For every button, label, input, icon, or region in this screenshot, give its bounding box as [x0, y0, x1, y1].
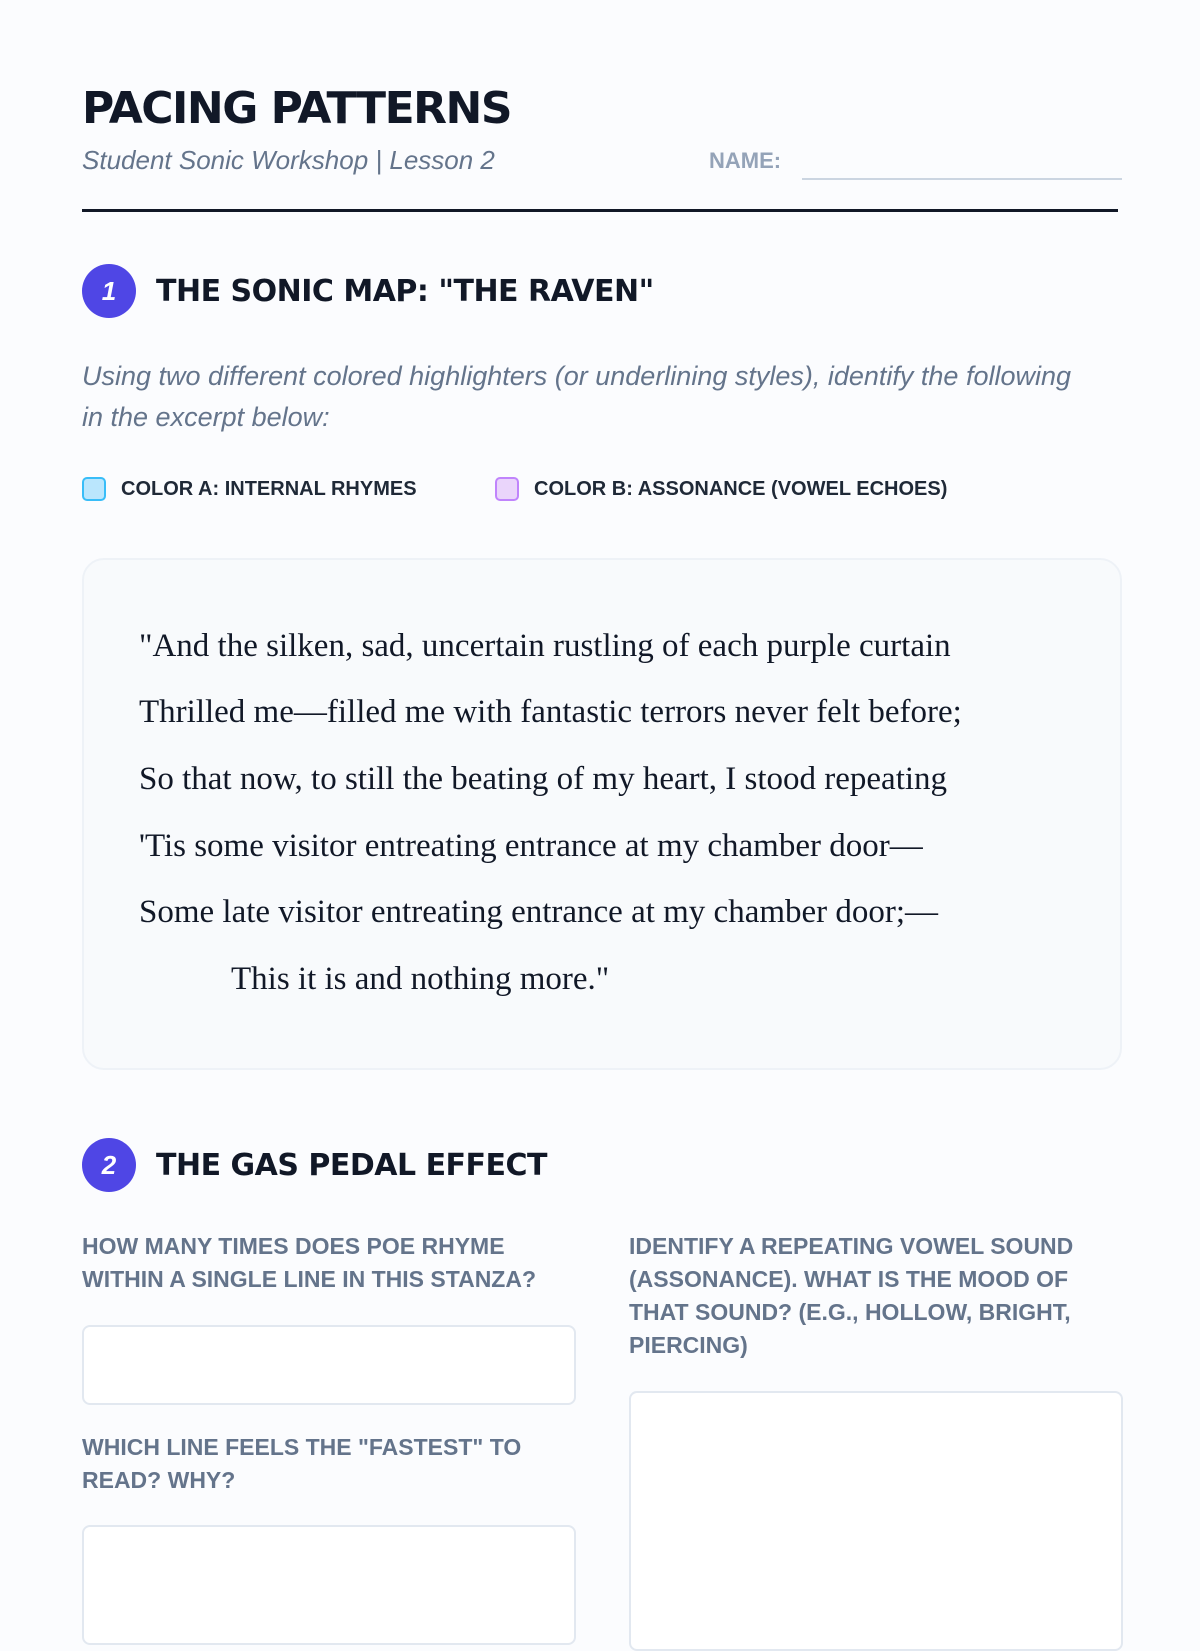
color-b-swatch	[495, 477, 519, 501]
poem-line: 'Tis some visitor entreating entrance at my chamber door—	[139, 828, 923, 864]
section-number-badge: 2	[82, 1138, 136, 1192]
poem-excerpt-box	[82, 558, 1122, 1070]
answer-box-rhyme-count[interactable]	[82, 1325, 576, 1405]
name-field-line[interactable]	[802, 178, 1122, 180]
page-subtitle: Student Sonic Workshop | Lesson 2	[82, 145, 495, 175]
section-title: THE GAS PEDAL EFFECT	[156, 1147, 548, 1183]
color-a-swatch	[82, 477, 106, 501]
page-title: PACING PATTERNS	[82, 83, 512, 134]
legend-item-color-b	[495, 477, 947, 501]
section-2-heading	[82, 1138, 547, 1192]
question-label-rhyme-count: HOW MANY TIMES DOES POE RHYME WITHIN A SINGLE LINE IN THIS STANZA?	[82, 1233, 537, 1292]
poem-line: Thrilled me—filled me with fantastic terrors never felt before;	[139, 694, 962, 730]
question-label-vowel-sound: IDENTIFY A REPEATING VOWEL SOUND (ASSONANCE). WHAT IS THE MOOD OF THAT SOUND? (E.G., HOLLOW, BRIGHT, PIERCING)	[629, 1233, 1074, 1358]
question-label-fastest-line: WHICH LINE FEELS THE "FASTEST" TO READ? WHY?	[82, 1434, 522, 1493]
poem-line: "And the silken, sad, uncertain rustling of each purple curtain	[139, 628, 951, 664]
answer-box-fastest-line[interactable]	[82, 1525, 576, 1645]
section-title: THE SONIC MAP: "THE RAVEN"	[156, 273, 654, 309]
section-1-heading	[82, 264, 654, 318]
instructions-text: Using two different colored highlighters (or underlining styles), identify the following in the excerpt below:	[82, 361, 1072, 432]
poem-line: So that now, to still the beating of my heart, I stood repeating	[139, 761, 948, 797]
poem-line: Some late visitor entreating entrance at my chamber door;—	[139, 894, 939, 930]
worksheet-header	[82, 0, 1118, 212]
legend-label: COLOR A: INTERNAL RHYMES	[121, 477, 417, 500]
answer-box-vowel-sound[interactable]	[629, 1391, 1123, 1651]
name-label: NAME:	[709, 148, 782, 173]
section-number-badge: 1	[82, 264, 136, 318]
legend-label: COLOR B: ASSONANCE (VOWEL ECHOES)	[534, 477, 948, 500]
legend-item-color-a	[82, 477, 417, 501]
poem-line: This it is and nothing more."	[231, 961, 610, 997]
